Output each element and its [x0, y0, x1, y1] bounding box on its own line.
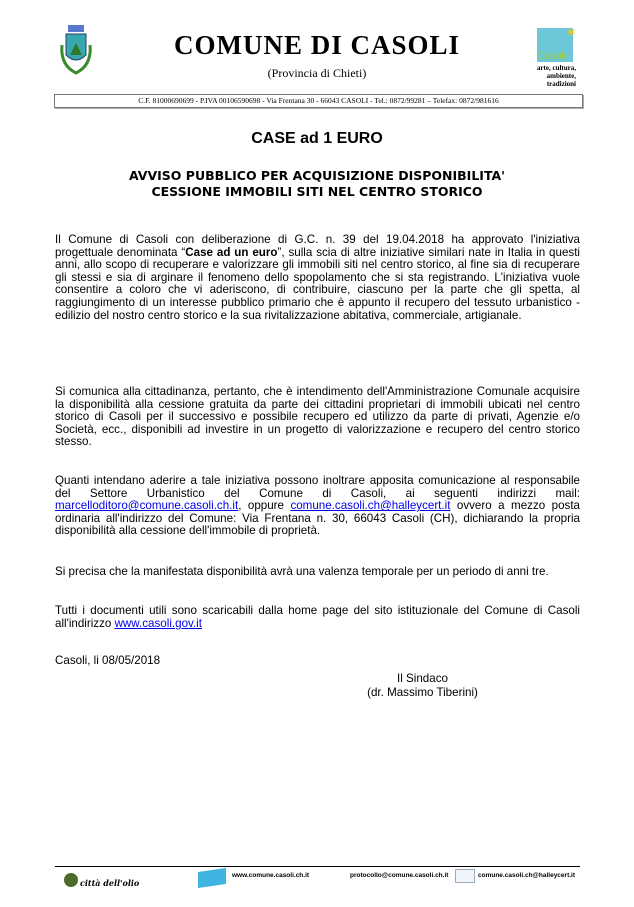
subtitle: CESSIONE IMMOBILI SITI NEL CENTRO STORICO [151, 184, 483, 199]
text: Quanti intendano aderire a tale iniziativa possono inoltrare apposita comunicazione al responsabile del Settore Urbanistico del Comune di Casoli, ai seguenti indirizzi mail: [55, 474, 580, 500]
citta-olio: città dell'olio [80, 878, 140, 888]
footer-website: www.comune.casoli.ch.it [232, 872, 310, 879]
logo-text: Casoli [538, 51, 566, 62]
province: (Provincia di Chieti) [267, 66, 367, 80]
footer-divider [55, 866, 580, 867]
paragraph-1 [55, 234, 580, 322]
tagline-line: ambiente, tradizioni [546, 72, 576, 88]
footer-email: protocollo@comune.casoli.ch.it [350, 872, 449, 879]
tagline-line: arte, cultura, [536, 64, 576, 72]
casoli-logo [537, 24, 577, 62]
date: Casoli, li 08/05/2018 [55, 654, 161, 667]
mail-icon [455, 869, 475, 883]
page-title: COMUNE DI CASOLI [173, 30, 461, 60]
text: ovvero a mezzo posta ordinaria all'indirizzo del Comune: Via Frentana n. 30, 66043 Casoli (CH), dichiarando la propria disponibilità alla cessione dell'immobile di proprietà. [55, 499, 581, 538]
footer-pec: comune.casoli.ch@halleycert.it [478, 872, 576, 879]
text: , oppure [238, 499, 291, 513]
text: ”, sulla scia di altre iniziative similari nate in Italia in questi anni, allo scopo di recuperare e valorizzare gli immobili siti nel centro storico, al fine sia di recuperare gli stessi e sia di arginare il fenomeno dello spopolamento che si sta registrando. L'iniziativa vuole consentire a coloro che vi aderiscono, di contribuire, ciascuno per la parte che gli spetta, al raggiungimento di un interesse pubblico primario che è appunto il recupero del tessuto urbanistico - edilizio del nostro centro storico e la sua rivitalizzazione abitativa, commerciale, artigianale. [55, 245, 580, 322]
web-icon [198, 868, 226, 888]
website-link[interactable]: www.casoli.gov.it [114, 616, 202, 630]
document-title: CASE ad 1 EURO [251, 130, 383, 147]
info-box: C.F. 81000690699 - P.IVA 00106590698 - Via Frentana 30 - 66043 CASOLI - Tel.: 0872/99281 – Telefax: 0872/981616 [54, 94, 583, 108]
text: Tutti i documenti utili sono scaricabili dalla home page del sito istituzionale del Comune di Casoli all'indirizzo [55, 604, 580, 630]
signer-name: (dr. Massimo Tiberini) [367, 686, 478, 699]
olive-icon [64, 873, 78, 887]
bold-text: Case ad un euro [185, 245, 278, 259]
subtitle: AVVISO PUBBLICO PER ACQUISIZIONE DISPONIBILITA' [128, 168, 506, 183]
paragraph-2: Si comunica alla cittadinanza, pertanto, che è intendimento dell'Amministrazione Comunale acquisire la disponibilità alla cessione gratuita da parte dei cittadini proprietari di immobili ubicati nel centro storico di Casoli per il successivo e possibile recupero ed utilizzo da parte di privati, Agenzie e/o Società, ecc., disponibili ad investire in un progetto di valorizzazione e recupero del centro storico stesso. [55, 385, 580, 449]
sun-icon: ✶ [565, 24, 577, 40]
signature [360, 672, 485, 700]
logo-tagline [520, 64, 576, 88]
signer-role: Il Sindaco [397, 672, 448, 685]
pec-link[interactable]: comune.casoli.ch@halleycert.it [290, 499, 451, 513]
paragraph-3 [55, 475, 580, 538]
email-link[interactable]: marcelloditoro@comune.casoli.ch.it [55, 499, 239, 513]
paragraph-5 [55, 605, 580, 630]
paragraph-4: Si precisa che la manifestata disponibilità avrà una valenza temporale per un periodo di anni tre. [55, 565, 549, 578]
text: Il Comune di Casoli con deliberazione di G.C. n. 39 del 19.04.2018 ha approvato l'iniziativa progettuale denominata “ [55, 233, 580, 259]
